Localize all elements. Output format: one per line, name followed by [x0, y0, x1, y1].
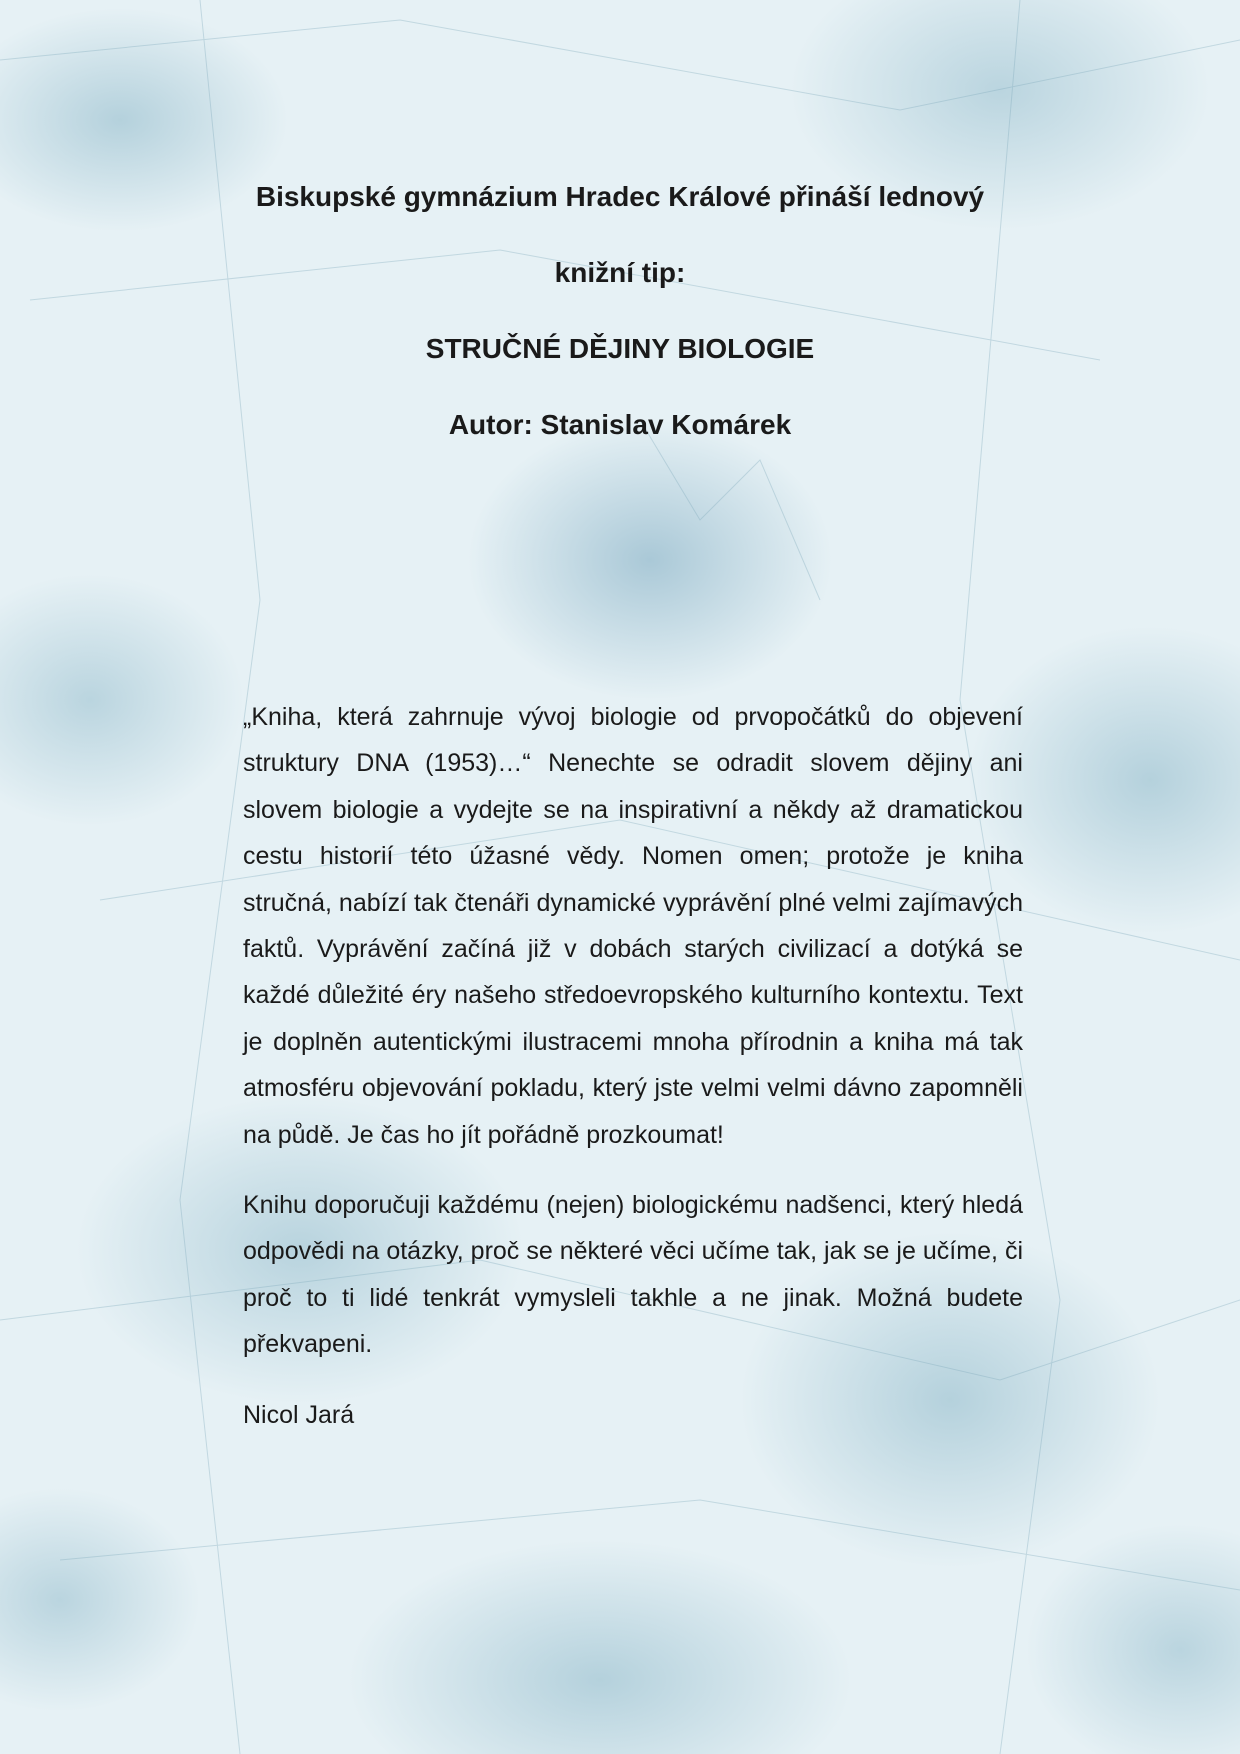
book-title: STRUČNÉ DĚJINY BIOLOGIE	[425, 333, 815, 364]
review-paragraph-1: „Kniha, která zahrnuje vývoj biologie od prvopočátků do objevení struktury DNA (1953)…“ Nenechte se odradit slovem dějiny ani slovem biologie a vydejte se na inspirativní a někdy až dramatickou cestu historií této úžasné vědy. Nomen omen; protože je kniha stručná, nabízí tak čtenáři dynamické vyprávění plné velmi zajímavých faktů. Vyprávění začíná již v dobách starých civilizací a dotýká se každé důležité éry našeho středoevropského kulturního kontextu. Text je doplněn autentickými ilustracemi mnoha přírodnin a kniha má tak atmosféru objevování pokladu, který jste velmi velmi dávno zapomněli na půdě. Je čas ho jít pořádně prozkoumat!	[243, 703, 1023, 1149]
book-author: Autor: Stanislav Komárek	[448, 409, 792, 440]
header	[0, 178, 1240, 444]
review-paragraph-2: Knihu doporučuji každému (nejen) biologickému nadšenci, který hledá odpovědi na otázky, proč se některé věci učíme tak, jak se je učíme, či proč to ti lidé tenkrát vymysleli takhle a ne jinak. Možná budete překvapeni.	[243, 1191, 1023, 1359]
review-signature: Nicol Jará	[243, 1400, 355, 1429]
review-body	[243, 694, 1023, 1462]
header-line2: knižní tip:	[554, 257, 686, 288]
header-line1: Biskupské gymnázium Hradec Králové přináší lednový	[255, 181, 985, 212]
